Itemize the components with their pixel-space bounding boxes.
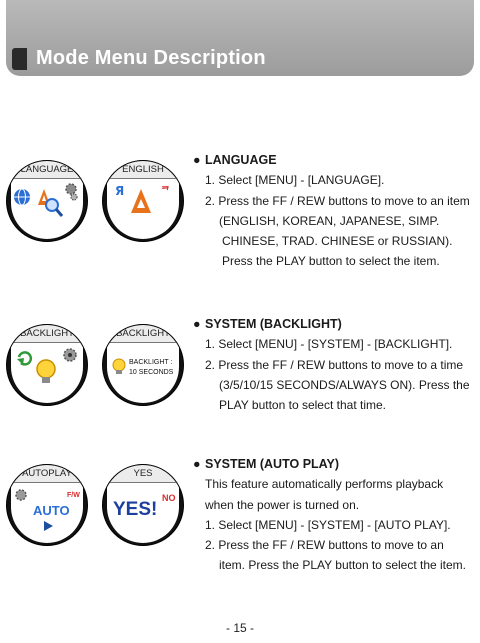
instruction-line: 2. Press the FF / REW buttons to move to a time [205,357,464,372]
no-option: NO [162,493,176,503]
instruction-line: 2. Press the FF / REW buttons to move to an item [205,193,470,208]
instruction-line: (ENGLISH, KOREAN, JAPANESE, SIMP. [219,213,440,228]
letter-ya-icon: Я [115,184,125,198]
screen-label: BACKLIGHT [103,325,183,343]
page-header [6,0,474,76]
backlight-description [193,314,470,415]
screen-body [11,483,83,543]
device-screen-backlight-10-seconds [102,324,184,406]
lightbulb-icon [37,360,55,383]
refresh-icon [17,352,31,365]
screen-body [107,179,179,239]
device-screen-autoplay-yes [102,464,184,546]
device-screen-autoplay-menu [6,464,88,546]
play-icon [44,521,53,531]
device-screen-language-english [102,160,184,242]
instruction-line: (3/5/10/15 SECONDS/ALWAYS ON). Press the [219,377,470,392]
screen-body [11,343,83,403]
screen-label: LANGUAGE [7,161,87,179]
section-autoplay [0,454,480,584]
description-line: This feature automatically performs playback [205,477,444,492]
section-heading: ● LANGUAGE [193,153,277,167]
device-screen-backlight-menu [6,324,88,406]
settings-icon [64,349,76,361]
section-heading: ● SYSTEM (AUTO PLAY) [193,457,340,471]
screen-label: AUTOPLAY [7,465,87,483]
instruction-line: 1. Select [MENU] - [SYSTEM] - [AUTO PLAY]. [205,517,451,532]
screen-body [107,343,179,403]
screen-label: BACKLIGHT [7,325,87,343]
header-tab-marker [12,48,27,70]
instruction-line: CHINESE, TRAD. CHINESE or RUSSIAN). [222,234,453,249]
letter-a-icon [131,189,151,213]
language-description [193,150,470,272]
instruction-line: 1. Select [MENU] - [LANGUAGE]. [205,173,385,188]
screen-label: YES [103,465,183,483]
device-screen-language-menu [6,160,88,242]
gears-icon [66,184,77,200]
screen-body [107,483,179,543]
instruction-line: Press the PLAY button to select the item. [222,254,440,269]
autoplay-description [193,454,466,576]
description-line: when the power is turned on. [205,497,360,512]
instruction-line: PLAY button to select that time. [219,398,386,413]
screen-body [11,179,83,239]
page-title: Mode Menu Description [36,47,266,69]
backlight-readout-value: 10 SECONDS [129,369,174,376]
section-language [0,150,480,280]
page-number: - 15 - [225,621,254,635]
auto-label: AUTO [33,503,70,518]
screen-label: ENGLISH [103,161,183,179]
settings-icon [16,490,26,500]
fw-label: F/W [67,492,80,499]
section-backlight [0,314,480,424]
instruction-line: 2. Press the FF / REW buttons to move to an [205,538,444,553]
backlight-readout-label: BACKLIGHT : [129,359,173,366]
instruction-line: 1. Select [MENU] - [SYSTEM] - [BACKLIGHT]. [205,337,453,352]
lightbulb-icon [113,359,125,374]
section-heading: ● SYSTEM (BACKLIGHT) [193,317,342,331]
magnifier-icon [46,199,62,216]
instruction-line: item. Press the PLAY button to select the item. [219,558,467,573]
yes-option: YES! [113,499,158,520]
globe-icon [14,189,30,205]
letter-ko-icon: ᄏ [160,185,171,198]
